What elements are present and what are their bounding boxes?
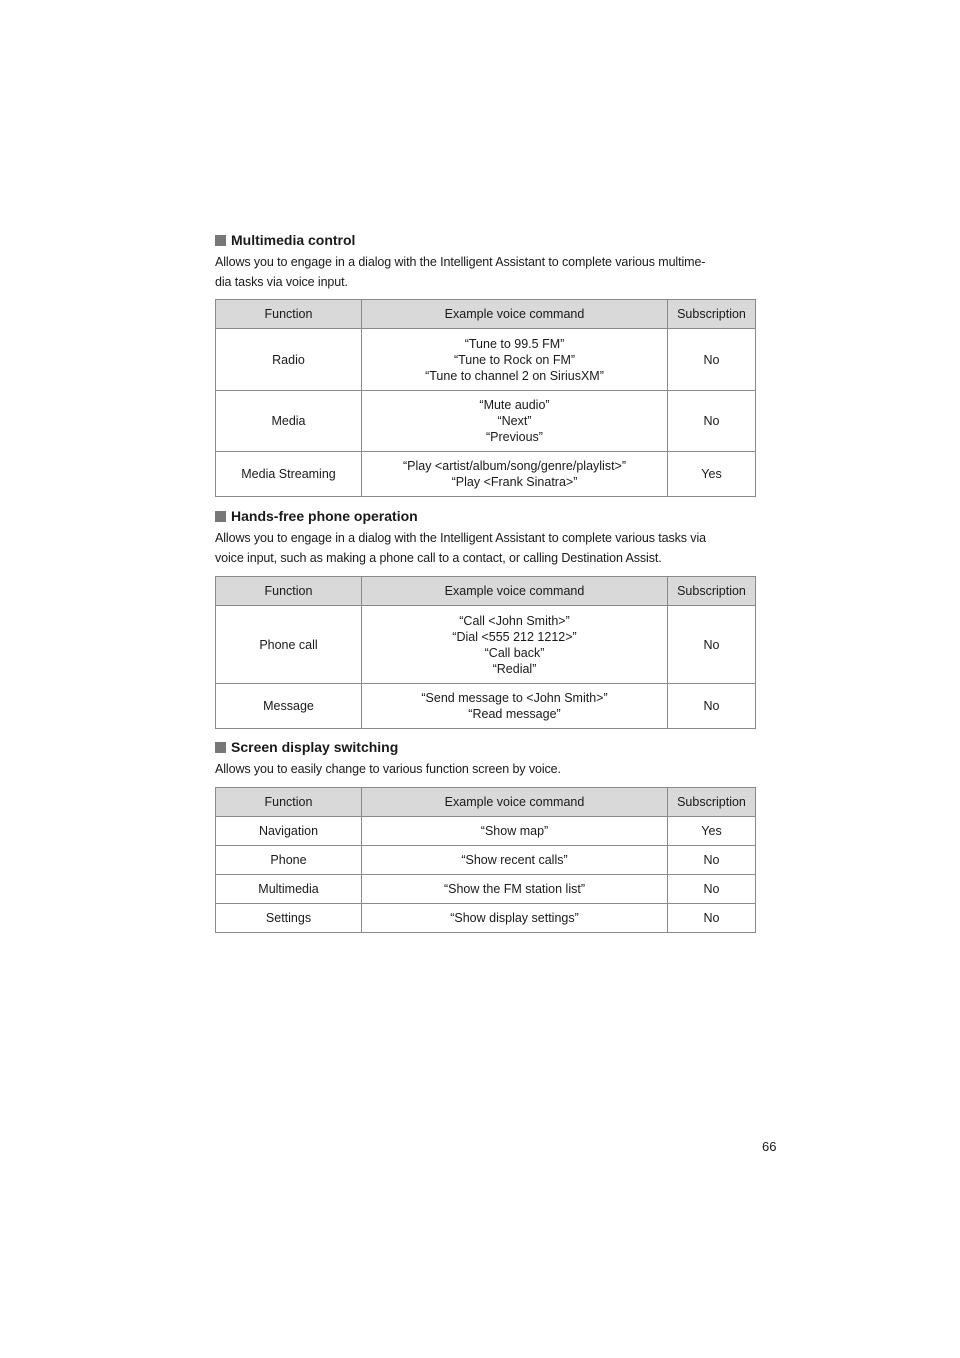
- table-header-row: [216, 788, 756, 817]
- function-cell: Message: [216, 684, 362, 729]
- command-cell: “Tune to 99.5 FM” “Tune to Rock on FM” “Tune to channel 2 on SiriusXM”: [362, 329, 668, 391]
- subscription-cell: No: [668, 904, 756, 933]
- column-header: Function: [216, 788, 362, 817]
- command-cell: “Show the FM station list”: [362, 875, 668, 904]
- column-header: Subscription: [668, 577, 756, 606]
- hands-free-phone-table: [215, 576, 756, 729]
- column-header: Function: [216, 300, 362, 329]
- function-cell: Multimedia: [216, 875, 362, 904]
- column-header: Example voice command: [362, 788, 668, 817]
- function-cell: Media: [216, 391, 362, 452]
- function-cell: Phone: [216, 846, 362, 875]
- command-cell: “Show map”: [362, 817, 668, 846]
- column-header: Subscription: [668, 300, 756, 329]
- subscription-cell: No: [668, 846, 756, 875]
- subscription-cell: Yes: [668, 817, 756, 846]
- table-header-row: [216, 577, 756, 606]
- section-screen-display-switching: [215, 737, 755, 779]
- section-title: Hands-free phone operation: [215, 506, 755, 526]
- multimedia-control-table: [215, 299, 756, 497]
- subscription-cell: Yes: [668, 452, 756, 497]
- command-cell: “Play <artist/album/song/genre/playlist>” “Play <Frank Sinatra>”: [362, 452, 668, 497]
- section-multimedia-control: [215, 230, 755, 292]
- square-bullet-icon: [215, 511, 226, 522]
- command-cell: “Send message to <John Smith>” “Read message”: [362, 684, 668, 729]
- subscription-cell: No: [668, 606, 756, 684]
- subscription-cell: No: [668, 391, 756, 452]
- function-cell: Settings: [216, 904, 362, 933]
- section-title: Screen display switching: [215, 737, 755, 757]
- section-description: Allows you to easily change to various function screen by voice.: [215, 762, 561, 776]
- screen-display-switching-table: [215, 787, 756, 933]
- square-bullet-icon: [215, 235, 226, 246]
- table-row: [216, 329, 756, 391]
- page-number: 66: [762, 1139, 777, 1154]
- table-row: [216, 846, 756, 875]
- command-cell: “Mute audio” “Next” “Previous”: [362, 391, 668, 452]
- subscription-cell: No: [668, 684, 756, 729]
- column-header: Subscription: [668, 788, 756, 817]
- subscription-cell: No: [668, 329, 756, 391]
- command-cell: “Show display settings”: [362, 904, 668, 933]
- function-cell: Media Streaming: [216, 452, 362, 497]
- table-row: [216, 391, 756, 452]
- table-row: [216, 904, 756, 933]
- function-cell: Radio: [216, 329, 362, 391]
- section-hands-free-phone: [215, 506, 755, 568]
- table-row: [216, 817, 756, 846]
- command-cell: “Show recent calls”: [362, 846, 668, 875]
- function-cell: Phone call: [216, 606, 362, 684]
- column-header: Function: [216, 577, 362, 606]
- table-header-row: [216, 300, 756, 329]
- section-description: Allows you to engage in a dialog with the Intelligent Assistant to complete various tasks via voice input, such as making a phone call to a contact, or calling Destination Assist.: [215, 531, 706, 565]
- square-bullet-icon: [215, 742, 226, 753]
- subscription-cell: No: [668, 875, 756, 904]
- command-cell: “Call <John Smith>” “Dial <555 212 1212>” “Call back” “Redial”: [362, 606, 668, 684]
- table-row: [216, 684, 756, 729]
- table-row: [216, 875, 756, 904]
- table-row: [216, 606, 756, 684]
- column-header: Example voice command: [362, 577, 668, 606]
- section-title: Multimedia control: [215, 230, 755, 250]
- column-header: Example voice command: [362, 300, 668, 329]
- function-cell: Navigation: [216, 817, 362, 846]
- table-row: [216, 452, 756, 497]
- section-description: Allows you to engage in a dialog with the Intelligent Assistant to complete various multime- dia tasks via voice input.: [215, 255, 706, 289]
